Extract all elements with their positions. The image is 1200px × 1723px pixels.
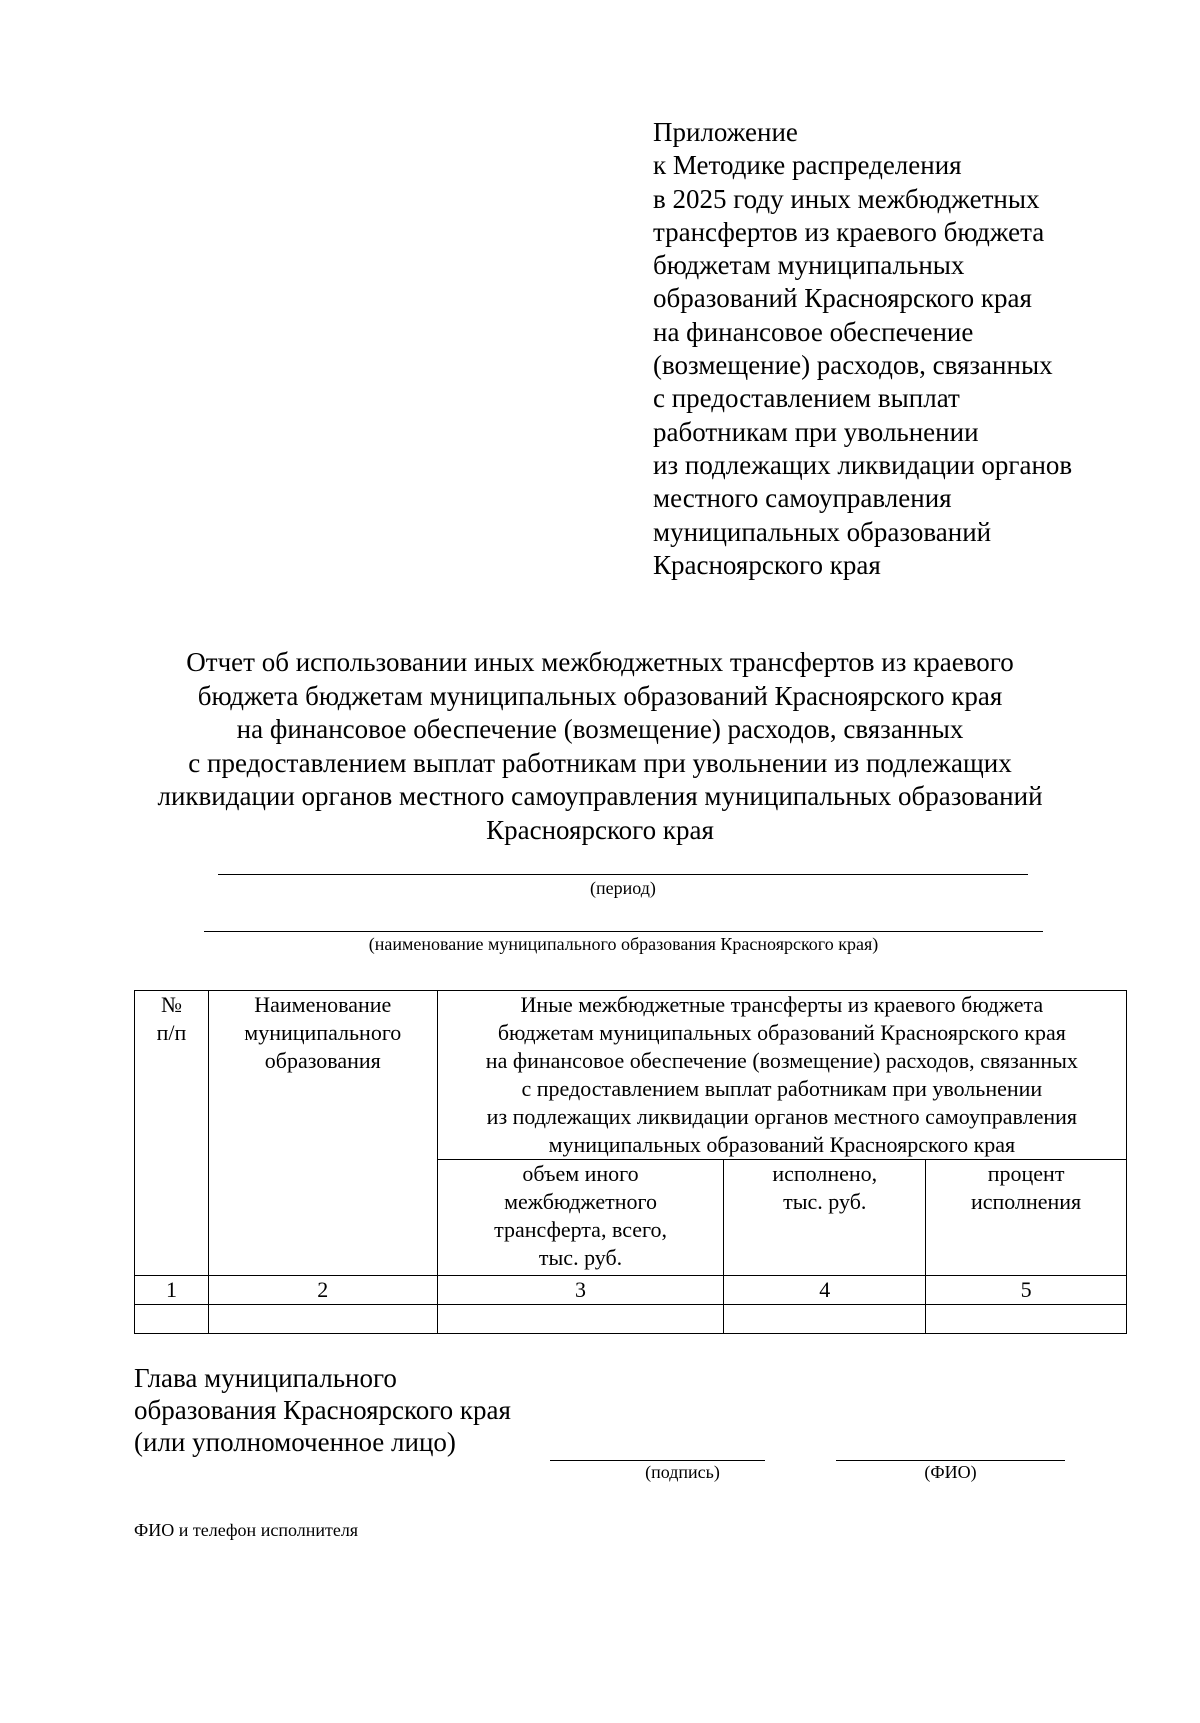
title-line: Красноярского края (486, 814, 714, 845)
signatory-line: образования Красноярского края (134, 1395, 511, 1425)
header-text: образования (264, 1048, 381, 1073)
signatory-block (134, 1362, 511, 1458)
period-caption: (период) (590, 878, 656, 898)
name-field-line[interactable] (836, 1460, 1065, 1461)
signature-caption: (подпись) (645, 1462, 720, 1482)
appendix-line: работникам при увольнении (653, 416, 979, 447)
title-line: с предоставлением выплат работникам при увольнении из подлежащих (188, 747, 1012, 778)
executor-label: ФИО и телефон исполнителя (134, 1520, 359, 1540)
header-text: № (160, 992, 182, 1017)
appendix-line: трансфертов из краевого бюджета (653, 216, 1045, 247)
empty-cell[interactable] (926, 1305, 1127, 1334)
appendix-line: из подлежащих ликвидации органов (653, 449, 1073, 480)
header-text: из подлежащих ликвидации органов местного самоуправления (486, 1104, 1078, 1129)
header-text: процент (987, 1161, 1065, 1186)
header-municipality (208, 991, 437, 1276)
column-number: 1 (135, 1276, 209, 1305)
appendix-line: муниципальных образований (653, 516, 992, 547)
header-text: межбюджетного (504, 1189, 657, 1214)
appendix-line: Красноярского края (653, 549, 881, 580)
header-text: с предоставлением выплат работникам при увольнении (521, 1076, 1043, 1101)
report-title (100, 646, 1100, 847)
header-text: объем иного (522, 1161, 639, 1186)
header-executed (724, 1160, 926, 1276)
appendix-line: (возмещение) расходов, связанных (653, 350, 1053, 381)
appendix-line: с предоставлением выплат (653, 383, 960, 414)
header-text: исполнено, (772, 1161, 878, 1186)
signatory-line: Глава муниципального (134, 1363, 397, 1393)
table-row (135, 1305, 1127, 1334)
header-transfers-group (437, 991, 1126, 1160)
appendix-line: бюджетам муниципальных (653, 250, 965, 281)
header-text: муниципального (244, 1020, 402, 1045)
column-number: 4 (724, 1276, 926, 1305)
signatory-line: (или уполномоченное лицо) (134, 1427, 456, 1457)
header-text: тыс. руб. (538, 1245, 623, 1270)
municipality-field-line[interactable] (204, 931, 1043, 932)
header-text: на финансовое обеспечение (возмещение) расходов, связанных (485, 1048, 1078, 1073)
appendix-line: местного самоуправления (653, 483, 952, 514)
header-number (135, 991, 209, 1276)
appendix-line: образований Красноярского края (653, 283, 1032, 314)
title-line: ликвидации органов местного самоуправления муниципальных образований (157, 781, 1043, 811)
header-text: Иные межбюджетные трансферты из краевого бюджета (520, 992, 1044, 1017)
header-percent (926, 1160, 1127, 1276)
empty-cell[interactable] (135, 1305, 209, 1334)
report-table (134, 990, 1127, 1334)
empty-cell[interactable] (208, 1305, 437, 1334)
header-text: муниципальных образований Красноярского края (548, 1132, 1016, 1157)
signature-field-line[interactable] (550, 1460, 765, 1461)
appendix-line: Приложение (653, 117, 798, 147)
header-text: Наименование (254, 992, 392, 1017)
header-text: бюджетам муниципальных образований Красноярского края (497, 1020, 1066, 1045)
title-line: бюджета бюджетам муниципальных образований Красноярского края (197, 680, 1003, 711)
header-text: трансферта, всего, (494, 1217, 667, 1242)
column-number-row (135, 1276, 1127, 1305)
title-line: Отчет об использовании иных межбюджетных трансфертов из краевого (186, 647, 1014, 677)
appendix-line: на финансовое обеспечение (653, 316, 974, 347)
column-number: 5 (926, 1276, 1127, 1305)
header-text: п/п (156, 1020, 187, 1045)
appendix-heading (653, 116, 1072, 582)
empty-cell[interactable] (437, 1305, 724, 1334)
header-text: тыс. руб. (783, 1189, 867, 1214)
header-text: исполнения (970, 1189, 1082, 1214)
column-number: 2 (208, 1276, 437, 1305)
municipality-caption: (наименование муниципального образования Красноярского края) (368, 934, 879, 954)
header-volume (437, 1160, 724, 1276)
title-line: на финансовое обеспечение (возмещение) расходов, связанных (236, 714, 964, 744)
name-caption: (ФИО) (924, 1462, 977, 1482)
appendix-line: к Методике распределения (653, 150, 962, 181)
column-number: 3 (437, 1276, 724, 1305)
appendix-line: в 2025 году иных межбюджетных (653, 183, 1040, 214)
empty-cell[interactable] (724, 1305, 926, 1334)
period-field-line[interactable] (218, 874, 1028, 875)
